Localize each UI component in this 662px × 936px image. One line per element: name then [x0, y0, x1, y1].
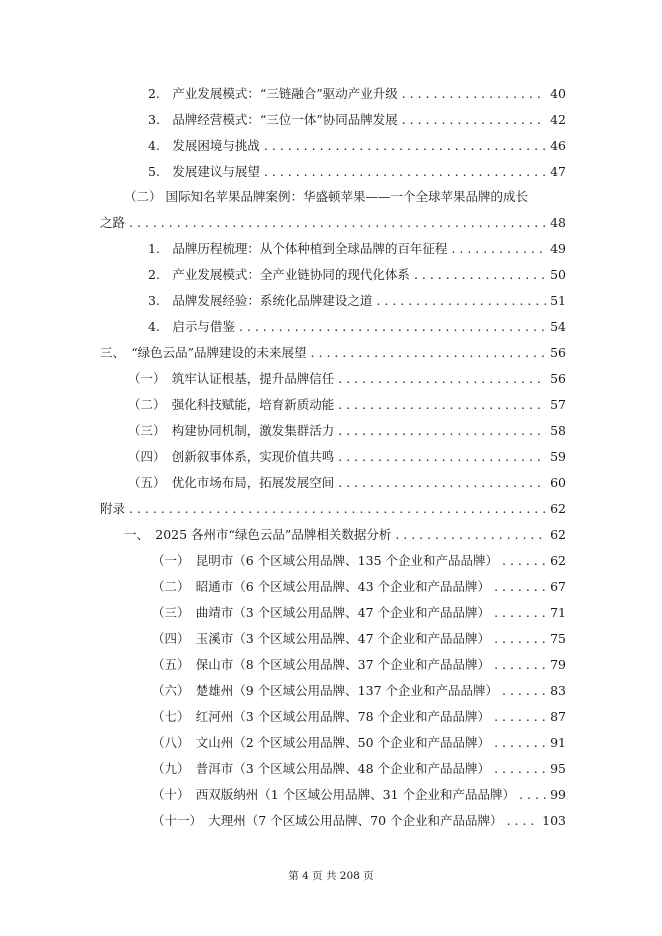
toc-entry-title: （四） 创新叙事体系，实现价值共鸣 — [128, 449, 335, 464]
toc-entry-title: 2. 产业发展模式：全产业链协同的现代化体系 — [148, 267, 410, 282]
toc-entry-title: （六） 楚雄州（9 个区域公用品牌、137 个企业和产品品牌） — [152, 683, 499, 698]
toc-entry[interactable] — [152, 761, 566, 777]
toc-leader — [519, 787, 546, 803]
toc-page-number: 62 — [550, 553, 566, 568]
toc-entry[interactable] — [148, 86, 566, 102]
toc-entry[interactable] — [152, 813, 566, 829]
toc-page-number: 47 — [550, 164, 566, 179]
toc-leader — [311, 345, 547, 361]
toc-entry-title: （八） 文山州（2 个区域公用品牌、50 个企业和产品品牌） — [152, 735, 491, 750]
toc-leader — [451, 241, 546, 257]
toc-entry-title: （十一） 大理州（7 个区域公用品牌、70 个企业和产品品牌） — [152, 813, 503, 828]
toc-leader — [402, 112, 546, 128]
toc-leader — [414, 267, 546, 283]
toc-page-number: 56 — [550, 345, 566, 360]
toc-leader — [502, 553, 546, 569]
toc-entry-title: （一） 筑牢认证根基，提升品牌信任 — [128, 371, 335, 386]
toc-leader — [494, 761, 546, 777]
toc-entry[interactable] — [152, 735, 566, 751]
toc-entry[interactable] — [148, 164, 566, 180]
toc-leader — [395, 527, 546, 543]
toc-leader — [507, 813, 539, 829]
toc-entry[interactable] — [152, 709, 566, 725]
toc-leader — [376, 293, 546, 309]
toc-leader — [338, 475, 546, 491]
toc-entry-title: （五） 保山市（8 个区域公用品牌、37 个企业和产品品牌） — [152, 657, 491, 672]
toc-entry-title: （二） 国际知名苹果品牌案例：华盛顿苹果——一个全球苹果品牌的成长 — [124, 189, 528, 204]
toc-leader — [494, 631, 546, 647]
toc-entry[interactable] — [100, 501, 566, 517]
toc-entry-title: 之路 — [100, 215, 126, 230]
toc-entry-title: （四） 玉溪市（3 个区域公用品牌、47 个企业和产品品牌） — [152, 631, 491, 646]
toc-entry[interactable] — [128, 371, 566, 387]
toc-entry[interactable] — [124, 189, 528, 205]
toc-entry-title: （十） 西双版纳州（1 个区域公用品牌、31 个企业和产品品牌） — [152, 787, 516, 802]
toc-entry-title: 三、 “绿色云品”品牌建设的未来展望 — [100, 345, 307, 360]
toc-leader — [264, 138, 546, 154]
toc-entry-title: 5. 发展建议与展望 — [148, 164, 260, 179]
toc-entry-title: 1. 品牌历程梳理：从个体种植到全球品牌的百年征程 — [148, 241, 448, 256]
toc-entry[interactable] — [148, 293, 566, 309]
toc-page-number: 54 — [550, 319, 566, 334]
toc-entry[interactable] — [152, 631, 566, 647]
toc-page-number: 62 — [550, 501, 566, 516]
toc-page-number: 91 — [550, 735, 566, 750]
toc-page-number: 51 — [550, 293, 566, 308]
toc-entry-title: （三） 构建协同机制，激发集群活力 — [128, 423, 335, 438]
toc-entry[interactable] — [128, 449, 566, 465]
toc-leader — [239, 319, 546, 335]
toc-page-number: 99 — [550, 787, 566, 802]
toc-entry[interactable] — [152, 605, 566, 621]
toc-page-number: 56 — [550, 371, 566, 386]
toc-page-number: 57 — [550, 397, 566, 412]
toc-page-number: 75 — [550, 631, 566, 646]
toc-page-number: 46 — [550, 138, 566, 153]
toc-entry[interactable] — [152, 553, 566, 569]
toc-page-number: 48 — [550, 215, 566, 230]
toc-page-number: 79 — [550, 657, 566, 672]
toc-page-number: 59 — [550, 449, 566, 464]
toc-entry[interactable] — [152, 683, 566, 699]
toc-entry-title: （三） 曲靖市（3 个区域公用品牌、47 个企业和产品品牌） — [152, 605, 491, 620]
toc-entry[interactable] — [152, 579, 566, 595]
toc-leader — [402, 86, 546, 102]
toc-leader — [264, 164, 546, 180]
toc-leader — [338, 371, 546, 387]
toc-entry-title: 附录 — [100, 501, 126, 516]
toc-page-number: 60 — [550, 475, 566, 490]
toc-page-number: 58 — [550, 423, 566, 438]
toc-leader — [494, 657, 546, 673]
toc-entry-title: 3. 品牌经营模式：“三位一体”协同品牌发展 — [148, 112, 398, 127]
toc-page-number: 71 — [550, 605, 566, 620]
toc-page-number: 67 — [550, 579, 566, 594]
toc-page-number: 62 — [550, 527, 566, 542]
toc-entry[interactable] — [100, 215, 566, 231]
toc-leader — [338, 449, 546, 465]
toc-entry[interactable] — [148, 112, 566, 128]
toc-leader — [338, 423, 546, 439]
toc-entry[interactable] — [148, 241, 566, 257]
toc-entry-title: （九） 普洱市（3 个区域公用品牌、48 个企业和产品品牌） — [152, 761, 491, 776]
toc-entry[interactable] — [148, 319, 566, 335]
toc-page-number: 50 — [550, 267, 566, 282]
toc-leader — [494, 579, 546, 595]
toc-entry-title: （二） 强化科技赋能，培育新质动能 — [128, 397, 335, 412]
toc-entry-title: （一） 昆明市（6 个区域公用品牌、135 个企业和产品品牌） — [152, 553, 499, 568]
toc-entry-title: 2. 产业发展模式：“三链融合”驱动产业升级 — [148, 86, 398, 101]
toc-entry[interactable] — [152, 787, 566, 803]
toc-entry[interactable] — [148, 267, 566, 283]
toc-page-number: 87 — [550, 709, 566, 724]
toc-leader — [494, 709, 546, 725]
toc-entry[interactable] — [128, 475, 566, 491]
toc-page-number: 49 — [550, 241, 566, 256]
toc-entry-title: 4. 发展困境与挑战 — [148, 138, 260, 153]
toc-page-number: 95 — [550, 761, 566, 776]
toc-leader — [494, 605, 546, 621]
toc-page-number: 103 — [542, 813, 566, 828]
toc-entry-title: 4. 启示与借鉴 — [148, 319, 235, 334]
toc-page-number: 40 — [550, 86, 566, 101]
toc-entry-title: （二） 昭通市（6 个区域公用品牌、43 个企业和产品品牌） — [152, 579, 491, 594]
toc-entry[interactable] — [100, 345, 566, 361]
toc-entry[interactable] — [128, 397, 566, 413]
toc-entry[interactable] — [148, 138, 566, 154]
toc-entry-title: （七） 红河州（3 个区域公用品牌、78 个企业和产品品牌） — [152, 709, 491, 724]
toc-leader — [129, 215, 546, 231]
toc-leader — [129, 501, 546, 517]
toc-leader — [502, 683, 546, 699]
toc-page-number: 83 — [550, 683, 566, 698]
toc-entry[interactable] — [152, 657, 566, 673]
toc-entry-title: 一、 2025 各州市“绿色云品”品牌相关数据分析 — [124, 527, 392, 542]
toc-entry[interactable] — [124, 527, 566, 543]
toc-entry[interactable] — [128, 423, 566, 439]
toc-entry-title: （五） 优化市场布局，拓展发展空间 — [128, 475, 335, 490]
page-footer: 第 4 页 共 208 页 — [288, 870, 374, 882]
toc-page-number: 42 — [550, 112, 566, 127]
toc-leader — [338, 397, 546, 413]
toc-leader — [494, 735, 546, 751]
toc-entry-title: 3. 品牌发展经验：系统化品牌建设之道 — [148, 293, 373, 308]
